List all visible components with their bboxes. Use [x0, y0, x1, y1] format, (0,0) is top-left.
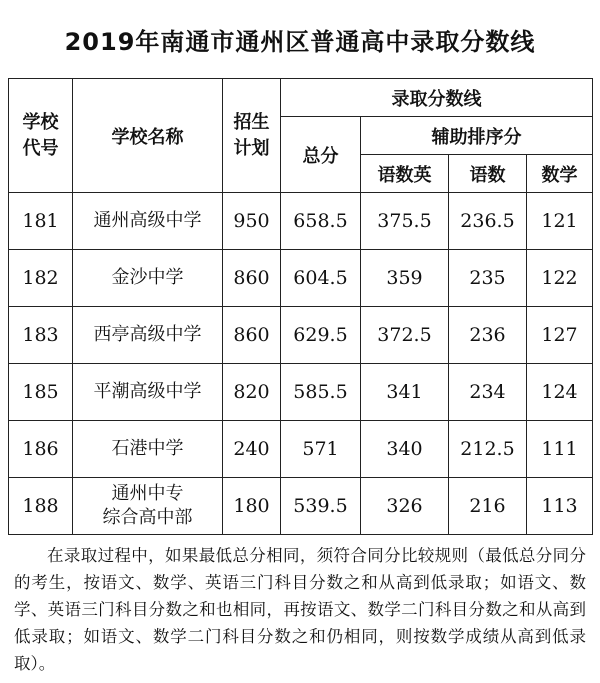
chn-math-cell: 236.5 [449, 193, 527, 250]
school-name-cell [73, 421, 223, 478]
table-row [9, 364, 593, 421]
total-score-cell: 658.5 [281, 193, 361, 250]
total-score-cell: 539.5 [281, 478, 361, 535]
cutoff-table [8, 78, 593, 535]
chn-math-cell: 235 [449, 250, 527, 307]
school-name-cell [73, 364, 223, 421]
header-aux-group: 辅助排序分 [361, 117, 593, 155]
chn-math-cell: 216 [449, 478, 527, 535]
page-title: 2019年南通市通州区普通高中录取分数线 [64, 27, 536, 56]
total-score-cell: 604.5 [281, 250, 361, 307]
school-name-line: 石港中学 [111, 438, 184, 459]
chn-math-eng-cell: 341 [361, 364, 449, 421]
header-math: 数学 [527, 155, 593, 193]
header-cutoff-group: 录取分数线 [281, 79, 593, 117]
school-code-cell: 181 [9, 193, 73, 250]
math-cell: 121 [527, 193, 593, 250]
school-name-cell [73, 478, 223, 535]
chn-math-cell: 234 [449, 364, 527, 421]
table-row [9, 307, 593, 364]
chn-math-cell: 212.5 [449, 421, 527, 478]
chn-math-eng-cell: 340 [361, 421, 449, 478]
total-score-cell: 629.5 [281, 307, 361, 364]
school-code-cell: 182 [9, 250, 73, 307]
header-school-name: 学校名称 [73, 79, 223, 193]
header-school-code: 学校代号 [9, 79, 73, 193]
school-code-cell: 188 [9, 478, 73, 535]
table-row [9, 478, 593, 535]
enroll-plan-cell: 240 [223, 421, 281, 478]
enroll-plan-cell: 950 [223, 193, 281, 250]
math-cell: 127 [527, 307, 593, 364]
table-row [9, 193, 593, 250]
chn-math-cell: 236 [449, 307, 527, 364]
school-name-cell [73, 193, 223, 250]
school-name-line: 综合高中部 [102, 507, 193, 528]
school-name-line: 通州中专 [111, 483, 184, 504]
school-code-cell: 185 [9, 364, 73, 421]
school-name-cell [73, 250, 223, 307]
enroll-plan-cell: 860 [223, 307, 281, 364]
header-total: 总分 [281, 117, 361, 193]
math-cell: 113 [527, 478, 593, 535]
school-name-line: 金沙中学 [111, 267, 184, 288]
header-chn-math: 语数 [449, 155, 527, 193]
school-name-line: 平潮高级中学 [93, 381, 202, 402]
header-chn-math-eng: 语数英 [361, 155, 449, 193]
chn-math-eng-cell: 372.5 [361, 307, 449, 364]
chn-math-eng-cell: 359 [361, 250, 449, 307]
enroll-plan-cell: 820 [223, 364, 281, 421]
enroll-plan-cell: 180 [223, 478, 281, 535]
admission-note: 在录取过程中，如果最低总分相同，须符合同分比较规则（最低总分同分的考生，按语文、数学、英语三门科目分数之和从高到低录取；如语文、数学、英语三门科目分数之和也相同，再按语文、数学二门科目分数之和从高到低录取；如语文、数学二门科目分数之和仍相同，则按数学成绩从高到低录取）。 [14, 546, 586, 673]
table-body [9, 193, 593, 535]
table-row [9, 421, 593, 478]
chn-math-eng-cell: 375.5 [361, 193, 449, 250]
table-row [9, 250, 593, 307]
math-cell: 122 [527, 250, 593, 307]
school-code-cell: 183 [9, 307, 73, 364]
chn-math-eng-cell: 326 [361, 478, 449, 535]
enroll-plan-cell: 860 [223, 250, 281, 307]
school-name-line: 西亭高级中学 [93, 324, 202, 345]
math-cell: 111 [527, 421, 593, 478]
school-name-line: 通州高级中学 [93, 210, 202, 231]
header-enroll-plan: 招生计划 [223, 79, 281, 193]
total-score-cell: 585.5 [281, 364, 361, 421]
math-cell: 124 [527, 364, 593, 421]
school-code-cell: 186 [9, 421, 73, 478]
total-score-cell: 571 [281, 421, 361, 478]
school-name-cell [73, 307, 223, 364]
